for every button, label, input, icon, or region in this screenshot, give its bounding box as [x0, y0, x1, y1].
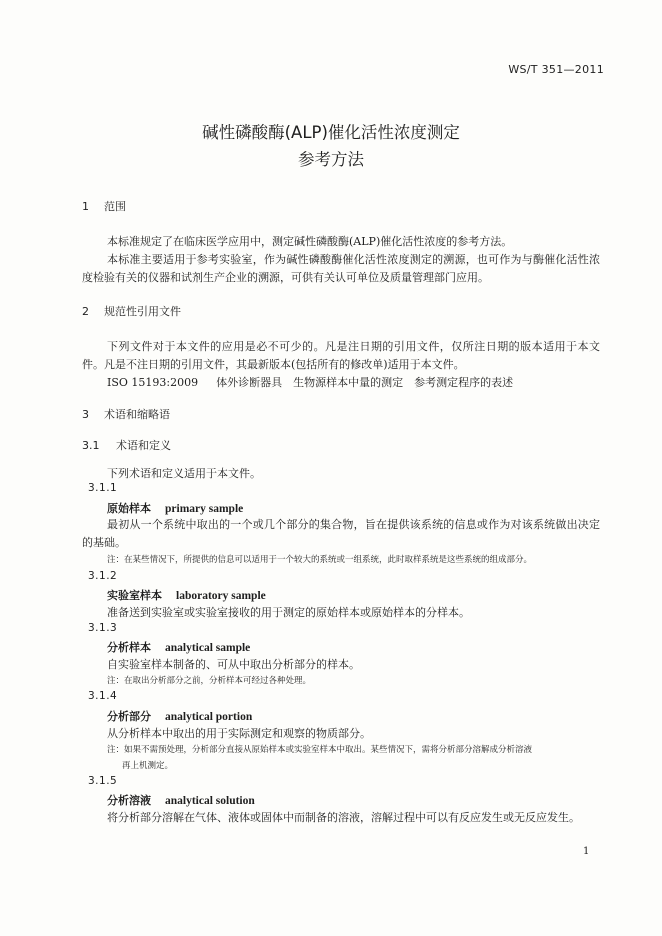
term-cn: 原始样本 [107, 502, 151, 515]
term-heading [107, 500, 243, 516]
term-heading [107, 587, 266, 603]
section-1-heading [82, 198, 126, 214]
term-number: 3.1.4 [88, 690, 118, 702]
section-number: 3 [82, 408, 89, 421]
paragraph: 下列术语和定义适用于本文件。 [107, 467, 261, 480]
term-cn: 实验室样本 [107, 589, 162, 602]
term-note [107, 743, 602, 757]
paragraph: 本标准规定了在临床医学应用中，测定碱性磷酸酶(ALP)催化活性浓度的参考方法。 [107, 235, 513, 248]
term-definition: 从分析样本中取出的用于实际测定和观察的物质部分。 [107, 727, 371, 740]
section-title: 术语和缩略语 [104, 408, 170, 421]
document-subtitle: 参考方法 [298, 150, 364, 169]
term-cn: 分析部分 [107, 710, 151, 723]
term-en: analytical portion [165, 711, 253, 723]
section-title: 规范性引用文件 [104, 305, 181, 318]
note-label: 注： [107, 676, 125, 686]
term-number: 3.1.2 [88, 570, 118, 582]
term-en: primary sample [165, 503, 244, 515]
term-en: laboratory sample [176, 590, 266, 602]
section-number: 3.1 [82, 439, 100, 452]
term-number: 3.1.5 [88, 775, 118, 787]
note-text: 如果不需预处理，分析部分直接从原始样本或实验室样本中取出。某些情况下，需将分析部分溶解成分析溶液 [124, 745, 533, 755]
term-heading [107, 708, 252, 724]
section-title: 范围 [104, 200, 126, 213]
paragraph: 下列文件对于本文件的应用是必不可少的。凡是注日期的引用文件，仅所注日期的版本适用于本文件。凡是不注日期的引用文件，其最新版本(包括所有的修改单)适用于本文件。 [82, 340, 600, 371]
section-3-1-heading [82, 437, 171, 453]
note-text: 在某些情况下，所提供的信息可以适用于一个较大的系统或一组系统，此时取样系统是这些系统的组成部分。 [124, 555, 533, 565]
standard-number: WS/T 351—2011 [508, 63, 604, 76]
term-number: 3.1.1 [88, 482, 118, 494]
section-title: 术语和定义 [116, 439, 171, 452]
note-label: 注： [107, 555, 125, 565]
section-number: 1 [82, 200, 89, 213]
term-note-continuation: 再上机测定。 [122, 761, 174, 771]
section-2-heading [82, 303, 181, 319]
term-cn: 分析溶液 [107, 794, 151, 807]
term-definition: 将分析部分溶解在气体、液体或固体中而制备的溶液，溶解过程中可以有反应发生或无反应发生。 [107, 811, 580, 824]
term-heading [107, 792, 255, 808]
term-heading [107, 639, 250, 655]
term-definition: 最初从一个系统中取出的一个或几个部分的集合物，旨在提供该系统的信息或作为对该系统做出决定的基础。 [82, 518, 600, 549]
term-note [107, 674, 602, 688]
reference-title: 体外诊断器具 生物源样本中量的测定 参考测定程序的表述 [216, 376, 514, 389]
normative-reference [107, 374, 513, 390]
note-label: 注： [107, 745, 125, 755]
reference-code: ISO 15193:2009 [107, 376, 199, 389]
term-number: 3.1.3 [88, 622, 118, 634]
section-3-heading [82, 406, 170, 422]
term-definition: 自实验室样本制备的、可从中取出分析部分的样本。 [107, 658, 360, 671]
document-title: 碱性磷酸酶(ALP)催化活性浓度测定 [202, 123, 460, 142]
term-definition: 准备送到实验室或实验室接收的用于测定的原始样本或原始样本的分样本。 [107, 606, 470, 619]
page-number: 1 [583, 846, 590, 857]
term-en: analytical sample [165, 642, 251, 654]
term-en: analytical solution [165, 795, 255, 807]
note-text: 在取出分析部分之前，分析样本可经过各种处理。 [124, 676, 312, 686]
term-note [107, 553, 602, 567]
section-number: 2 [82, 305, 89, 318]
term-cn: 分析样本 [107, 641, 151, 654]
paragraph: 本标准主要适用于参考实验室，作为碱性磷酸酶催化活性浓度测定的溯源，也可作为与酶催化活性浓度检验有关的仪器和试剂生产企业的溯源，可供有关认可单位及质量管理部门应用。 [82, 253, 600, 284]
